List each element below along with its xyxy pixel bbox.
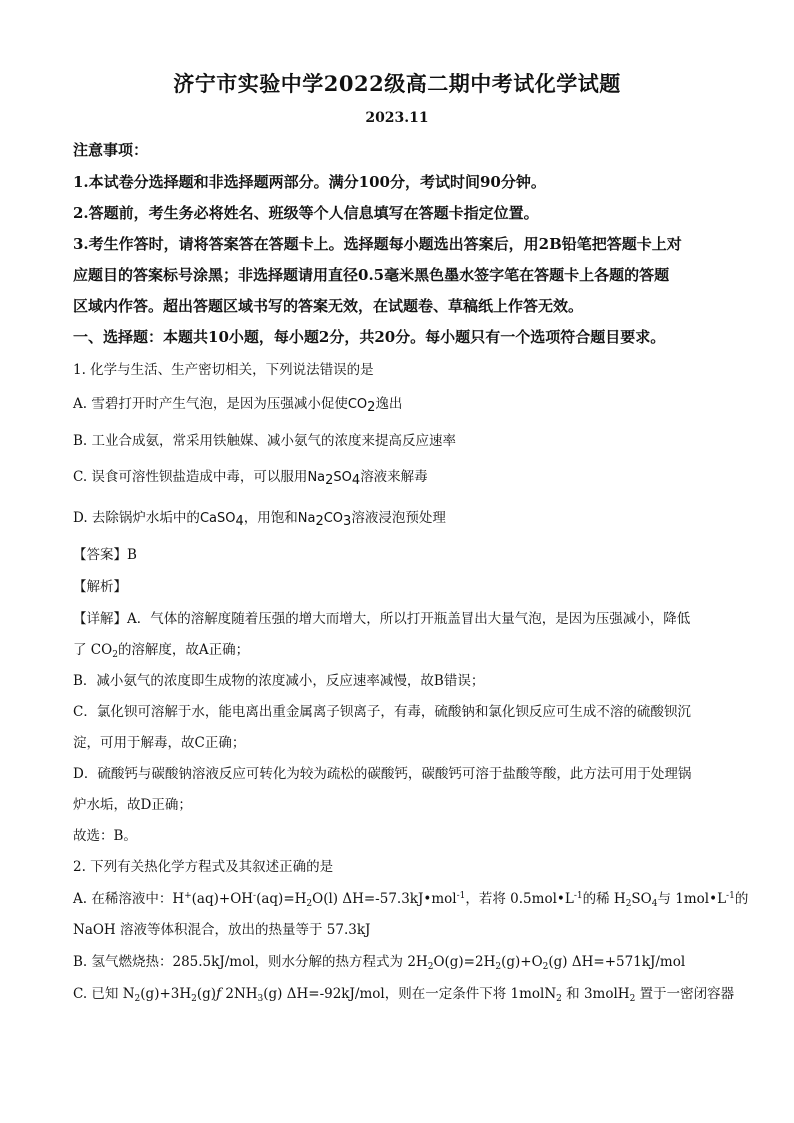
section-heading: 一、选择题：本题共10小题，每小题2分，共20分。每小题只有一个选项符合题目要求。 [73,328,666,346]
q2-option-c: C. 已知 $N_2(g)+3H_2(g)ƒ$ $2NH_3(g)$ ΔH=-92kJ/mol，则在一定条件下将 1molN$_2$ 和 3molH$_2$ 置于一密闭容器 [73,986,735,1004]
q1-option-a: A. 雪碧打开时产生气泡，是因为压强减小促使$CO_2$逸出 [73,396,403,415]
q2-option-a-line-1: A. 在稀溶液中：$H^+(aq)+OH^-(aq)=H_2O(l)$ ΔH=-57.3kJ•mol$^{-1}$，若将 $0.5mol•L^{-1}$的稀 $H_2SO_4$与 $1mol•L^{-1}$的 [73,891,749,909]
q1-option-b: B. 工业合成氨，常采用铁触媒、减小氨气的浓度来提高反应速率 [73,433,457,449]
q1-detail-a-line-2: 了 $CO_2$的溶解度，故A正确； [73,642,250,660]
q2-option-b: B. 氢气燃烧热：285.5kJ/mol，则水分解的热方程式为 $2H_2O(g)=2H_2(g)+O_2(g)$ ΔH=+571kJ/mol [73,954,686,972]
q1-analysis-label: 【解析】 [73,579,127,595]
note-1: 1.本试卷分选择题和非选择题两部分。满分100分，考试时间90分钟。 [73,173,546,191]
exam-title: 济宁市实验中学2022级高二期中考试化学试题 [173,71,621,96]
q1-stem: 1. 化学与生活、生产密切相关，下列说法错误的是 [73,362,374,378]
q1-detail-b: B．减小氨气的浓度即生成物的浓度减小，反应速率减慢，故B错误； [73,673,485,689]
q1-detail-c-line-1: C．氯化钡可溶解于水，能电离出重金属离子钡离子，有毒，硫酸钠和氯化钡反应可生成不溶的硫酸钡沉 [73,704,691,720]
note-3-line-2: 应题目的答案标号涂黑；非选择题请用直径0.5毫米黑色墨水签字笔在答题卡上各题的答题 [73,266,670,284]
q1-detail-a-line-1: 【详解】A．气体的溶解度随着压强的增大而增大，所以打开瓶盖冒出大量气泡，是因为压强减小，降低 [73,611,691,627]
note-3-line-3: 区域内作答。超出答题区域书写的答案无效，在试题卷、草稿纸上作答无效。 [73,297,584,315]
q1-choose: 故选：B。 [73,828,137,844]
q1-answer: 【答案】B [73,547,137,563]
note-3-line-1: 3.考生作答时，请将答案答在答题卡上。选择题每小题选出答案后，用2B铅笔把答题卡上对 [73,235,682,253]
q1-detail-d-line-2: 炉水垢，故D正确； [73,797,192,813]
exam-date: 2023.11 [365,110,429,126]
q1-option-d: D. 去除锅炉水垢中的CaSO$_4$，用饱和$Na_2CO_3$溶液浸泡预处理 [73,510,446,529]
q2-stem: 2. 下列有关热化学方程式及其叙述正确的是 [73,859,334,875]
notes-heading: 注意事项： [73,141,149,159]
q1-detail-d-line-1: D．硫酸钙与碳酸钠溶液反应可转化为较为疏松的碳酸钙，碳酸钙可溶于盐酸等酸，此方法可用于处理锅 [73,766,692,782]
equilibrium-arrow-glyph: ƒ [216,986,222,1002]
note-2: 2.答题前，考生务必将姓名、班级等个人信息填写在答题卡指定位置。 [73,204,539,222]
q1-detail-c-line-2: 淀，可用于解毒，故C正确； [73,735,246,751]
q1-option-c: C. 误食可溶性钡盐造成中毒，可以服用$Na_2SO_4$溶液来解毒 [73,469,428,488]
q2-option-a-line-2: NaOH 溶液等体积混合，放出的热量等于 57.3kJ [73,922,371,938]
